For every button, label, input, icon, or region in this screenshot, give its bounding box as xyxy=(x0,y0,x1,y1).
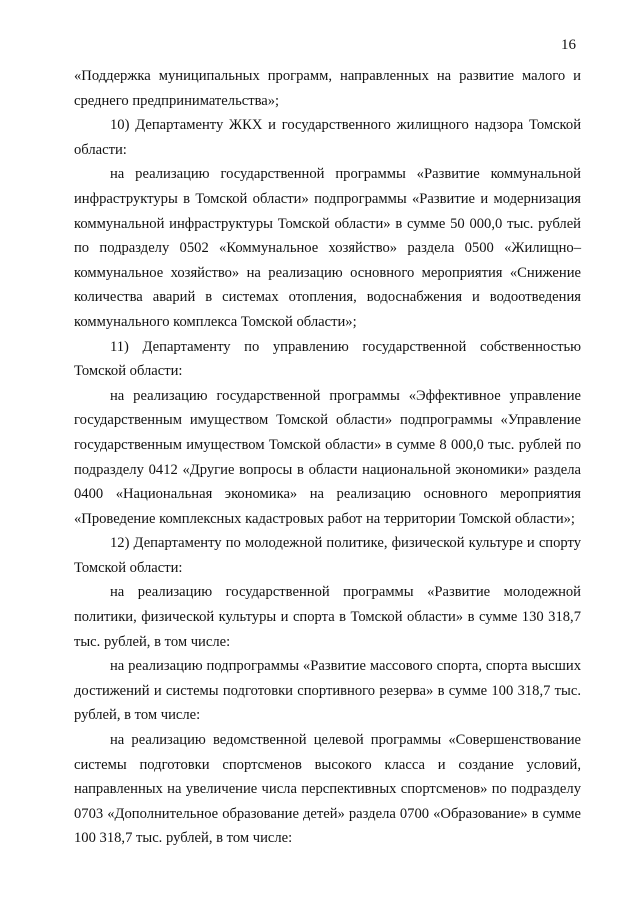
paragraph-property-program: на реализацию государственной программы «Эффективное управление государственным имуществом Томской области» подпрограммы «Управление государственным имуществом Томской области» в сумме 8 000,0 тыс. рублей по подразделу 0412 «Другие вопросы в области национальной экономики» раздела 0400 «Национальная экономика» на реализацию основного мероприятия «Проведение комплексных кадастровых работ на территории Томской области»; xyxy=(74,387,581,527)
document-body xyxy=(74,64,581,851)
paragraph-item-12: 12) Департаменту по молодежной политике, физической культуре и спорту Томской области: xyxy=(74,535,581,576)
paragraph-sport-subprogram: на реализацию подпрограммы «Развитие массового спорта, спорта высших достижений и системы подготовки спортивного резерва» в сумме 100 318,7 тыс. рублей, в том числе: xyxy=(74,658,581,724)
paragraph-departmental-program: на реализацию ведомственной целевой программы «Совершенствование системы подготовки спортсменов высокого класса и создание условий, направленных на увеличение числа перспективных спортсменов» по подразделу 0703 «Дополнительное образование детей» раздела 0700 «Образование» в сумме 100 318,7 тыс. рублей, в том числе: xyxy=(74,732,581,847)
page-number: 16 xyxy=(561,37,576,53)
paragraph-item-11: 11) Департаменту по управлению государственной собственностью Томской области: xyxy=(74,338,581,380)
paragraph-youth-sport-program: на реализацию государственной программы «Развитие молодежной политики, физической культуры и спорта в Томской области» в сумме 130 318,7 тыс. рублей, в том числе: xyxy=(74,584,581,650)
paragraph-item-10: 10) Департаменту ЖКХ и государственного жилищного надзора Томской области: xyxy=(74,117,581,158)
paragraph-housing-program: на реализацию государственной программы «Развитие коммунальной инфраструктуры в Томской области» подпрограммы «Развитие и модернизация коммунальной инфраструктуры Томской области» в сумме 50 000,0 тыс. рублей по подразделу 0502 «Коммунальное хозяйство» раздела 0500 «Жилищно–коммунальное хозяйство» на реализацию основного мероприятия «Снижение количества аварий в системах отопления, водоснабжения и водоотведения коммунального комплекса Томской области»; xyxy=(74,166,581,330)
paragraph-continuation: «Поддержка муниципальных программ, направленных на развитие малого и среднего предпринимательства»; xyxy=(74,68,581,109)
